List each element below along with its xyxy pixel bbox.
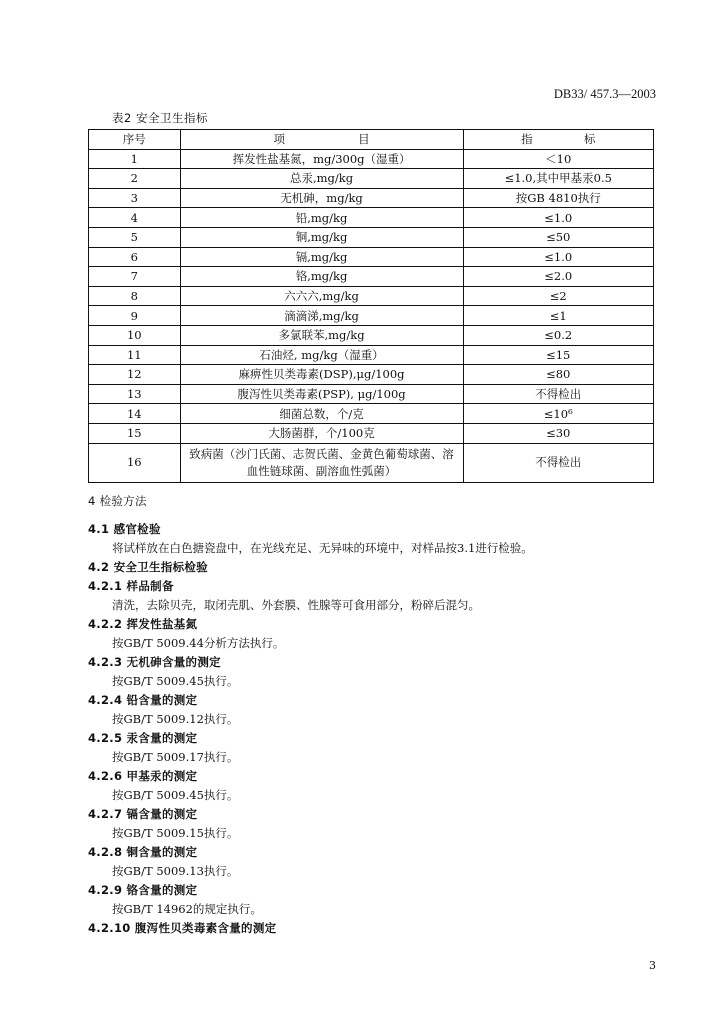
paragraph: 将试样放在白色搪瓷盘中，在光线充足、无异味的环境中，对样品按3.1进行检验。 — [112, 541, 533, 555]
section-heading: 4.2.8 铜含量的测定 — [88, 845, 198, 859]
column-header-index: 指 标 — [463, 130, 654, 150]
row-item: 石油烃, mg/kg（湿重） — [180, 345, 463, 365]
paragraph: 按GB/T 5009.12执行。 — [112, 712, 239, 726]
paragraph: 按GB/T 5009.13执行。 — [112, 864, 239, 878]
row-index: 不得检出 — [463, 443, 654, 482]
row-index: ≤2 — [463, 286, 654, 306]
row-item: 总汞,mg/kg — [180, 169, 463, 189]
row-index: ≤30 — [463, 423, 654, 443]
row-item: 六六六,mg/kg — [180, 286, 463, 306]
section-heading: 4.2.3 无机砷含量的测定 — [88, 655, 221, 669]
row-number: 11 — [89, 345, 181, 365]
column-header-item: 项 目 — [180, 130, 463, 150]
row-number: 8 — [89, 286, 181, 306]
safety-hygiene-table — [88, 129, 654, 483]
paragraph: 按GB/T 5009.15执行。 — [112, 826, 239, 840]
table-row — [89, 169, 654, 189]
section-heading: 4.2 安全卫生指标检验 — [88, 560, 208, 574]
row-index: ≤2.0 — [463, 267, 654, 287]
section-heading: 4.2.7 镉含量的测定 — [88, 807, 198, 821]
section-heading: 4.2.9 铬含量的测定 — [88, 883, 198, 897]
table-row — [89, 345, 654, 365]
row-index: ≤1.0,其中甲基汞0.5 — [463, 169, 654, 189]
row-index: ≤80 — [463, 365, 654, 385]
row-item: 细菌总数，个/克 — [180, 404, 463, 424]
row-number: 1 — [89, 149, 181, 169]
section-heading: 4.1 感官检验 — [88, 522, 161, 536]
table-row — [89, 188, 654, 208]
table-row — [89, 286, 654, 306]
table-row — [89, 247, 654, 267]
row-number: 10 — [89, 325, 181, 345]
row-index: ＜10 — [463, 149, 654, 169]
row-item: 挥发性盐基氮，mg/300g（湿重） — [180, 149, 463, 169]
paragraph: 按GB/T 14962的规定执行。 — [112, 902, 262, 916]
row-index: ≤1.0 — [463, 208, 654, 228]
table-header-row — [89, 130, 654, 150]
row-item: 大肠菌群，个/100克 — [180, 423, 463, 443]
row-item: 铜,mg/kg — [180, 227, 463, 247]
column-header-number: 序号 — [89, 130, 181, 150]
row-number: 15 — [89, 423, 181, 443]
row-index: ≤0.2 — [463, 325, 654, 345]
row-index: ≤1.0 — [463, 247, 654, 267]
section-heading: 4.2.10 腹泻性贝类毒素含量的测定 — [88, 921, 277, 935]
table-caption: 表2 安全卫生指标 — [112, 111, 208, 125]
table-row — [89, 443, 654, 482]
row-index: 按GB 4810执行 — [463, 188, 654, 208]
section-heading: 4.2.4 铅含量的测定 — [88, 693, 198, 707]
row-item: 镉,mg/kg — [180, 247, 463, 267]
table-row — [89, 227, 654, 247]
row-item: 腹泻性贝类毒素(PSP), μg/100g — [180, 384, 463, 404]
section-heading: 4 检验方法 — [88, 494, 147, 508]
paragraph: 按GB/T 5009.17执行。 — [112, 750, 239, 764]
row-number: 9 — [89, 306, 181, 326]
row-number: 12 — [89, 365, 181, 385]
table-row — [89, 325, 654, 345]
row-item: 致病菌（沙门氏菌、志贺氏菌、金黄色葡萄球菌、溶血性链球菌、副溶血性弧菌） — [180, 443, 463, 482]
document-code: DB33/ 457.3—2003 — [553, 87, 656, 101]
row-index: 不得检出 — [463, 384, 654, 404]
section-heading: 4.2.1 样品制备 — [88, 579, 174, 593]
row-item: 铬,mg/kg — [180, 267, 463, 287]
page-number: 3 — [649, 959, 656, 972]
row-index: ≤15 — [463, 345, 654, 365]
table-row — [89, 267, 654, 287]
row-number: 6 — [89, 247, 181, 267]
row-index: ≤50 — [463, 227, 654, 247]
section-heading: 4.2.2 挥发性盐基氮 — [88, 617, 198, 631]
table-row — [89, 423, 654, 443]
row-number: 14 — [89, 404, 181, 424]
table-row — [89, 404, 654, 424]
row-index: ≤1 — [463, 306, 654, 326]
row-index: ≤10⁶ — [463, 404, 654, 424]
row-number: 13 — [89, 384, 181, 404]
row-number: 16 — [89, 443, 181, 482]
row-item: 滴滴涕,mg/kg — [180, 306, 463, 326]
row-number: 3 — [89, 188, 181, 208]
row-item: 麻痹性贝类毒素(DSP),μg/100g — [180, 365, 463, 385]
section-heading: 4.2.6 甲基汞的测定 — [88, 769, 198, 783]
section-heading: 4.2.5 汞含量的测定 — [88, 731, 198, 745]
row-number: 4 — [89, 208, 181, 228]
paragraph: 按GB/T 5009.45执行。 — [112, 788, 239, 802]
row-number: 5 — [89, 227, 181, 247]
row-number: 2 — [89, 169, 181, 189]
table-row — [89, 149, 654, 169]
table-row — [89, 208, 654, 228]
row-number: 7 — [89, 267, 181, 287]
paragraph: 按GB/T 5009.44分析方法执行。 — [112, 636, 285, 650]
row-item: 铅,mg/kg — [180, 208, 463, 228]
paragraph: 按GB/T 5009.45执行。 — [112, 674, 239, 688]
row-item: 多氯联苯,mg/kg — [180, 325, 463, 345]
table-row — [89, 306, 654, 326]
row-item: 无机砷，mg/kg — [180, 188, 463, 208]
table-row — [89, 365, 654, 385]
paragraph: 清洗，去除贝壳，取闭壳肌、外套膜、性腺等可食用部分，粉碎后混匀。 — [112, 598, 480, 612]
table-row — [89, 384, 654, 404]
